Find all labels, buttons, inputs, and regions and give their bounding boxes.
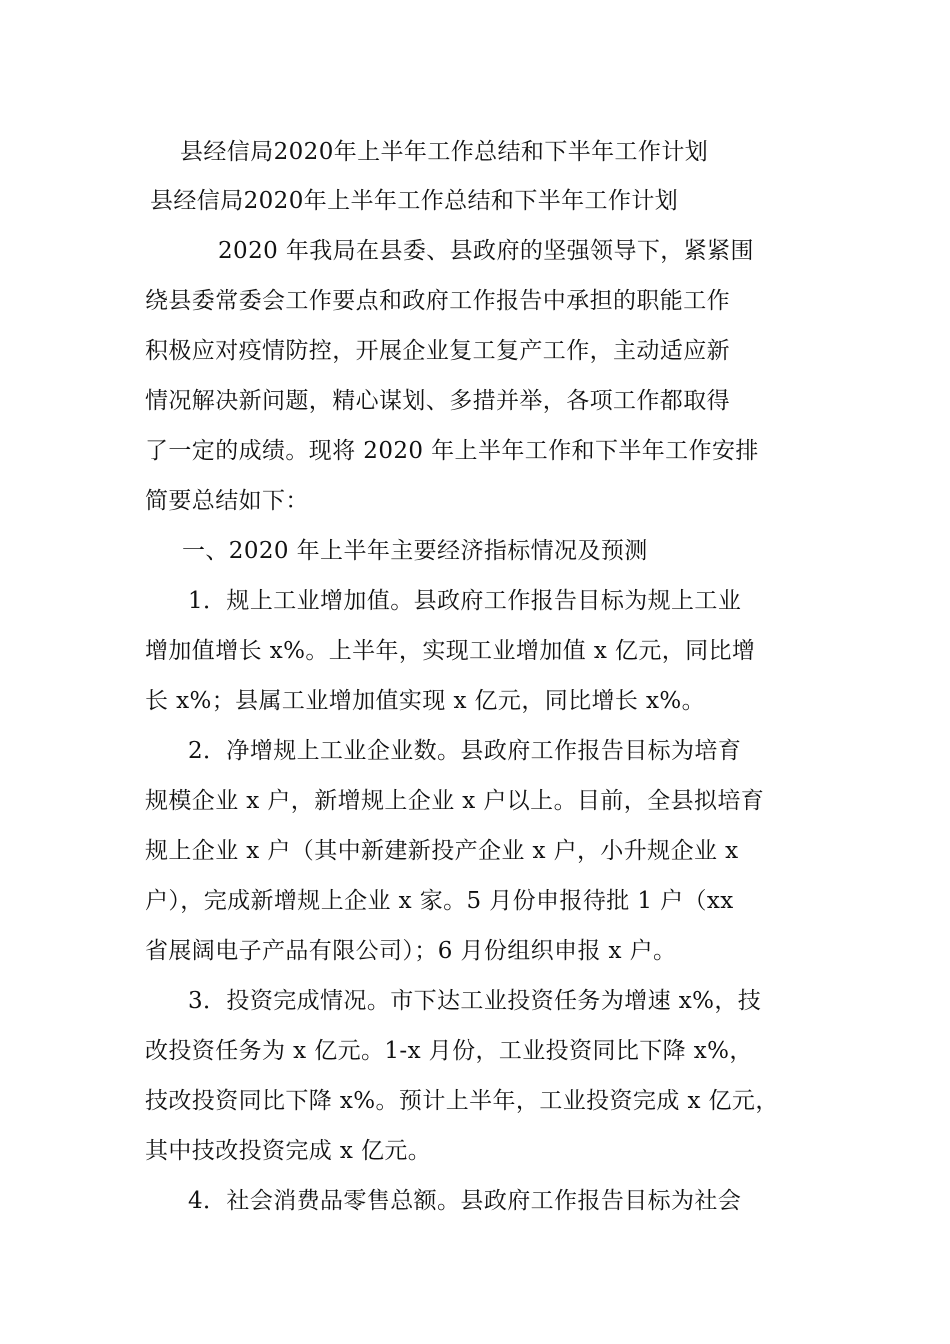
document-title: 县经信局2020年上半年工作总结和下半年工作计划 — [180, 139, 709, 165]
paragraph-line: 户），完成新增规上企业 x 家。5 月份申报待批 1 户（xx — [145, 888, 734, 914]
section-heading: 一、2020 年上半年主要经济指标情况及预测 — [182, 538, 648, 564]
paragraph-line: 改投资任务为 x 亿元。1-x 月份，工业投资同比下降 x%， — [145, 1038, 753, 1064]
paragraph-line: 其中技改投资完成 x 亿元。 — [145, 1138, 432, 1164]
paragraph-line: 简要总结如下： — [145, 488, 309, 514]
paragraph-line: 1．规上工业增加值。县政府工作报告目标为规上工业 — [188, 588, 742, 614]
paragraph-line: 了一定的成绩。现将 2020 年上半年工作和下半年工作安排 — [145, 438, 759, 464]
paragraph-line: 2020 年我局在县委、县政府的坚强领导下，紧紧围 — [218, 238, 754, 264]
paragraph-line: 增加值增长 x%。上半年，实现工业增加值 x 亿元，同比增 — [145, 638, 756, 664]
paragraph-line: 规上企业 x 户（其中新建新投产企业 x 户，小升规企业 x — [145, 838, 739, 864]
paragraph-line: 3．投资完成情况。市下达工业投资任务为增速 x%，技 — [188, 988, 762, 1014]
paragraph-line: 绕县委常委会工作要点和政府工作报告中承担的职能工作 — [145, 288, 730, 314]
document-subtitle: 县经信局2020年上半年工作总结和下半年工作计划 — [150, 188, 679, 214]
paragraph-line: 4．社会消费品零售总额。县政府工作报告目标为社会 — [188, 1188, 742, 1214]
paragraph-line: 情况解决新问题，精心谋划、多措并举，各项工作都取得 — [145, 388, 730, 414]
paragraph-line: 规模企业 x 户，新增规上企业 x 户以上。目前，全县拟培育 — [145, 788, 765, 814]
paragraph-line: 省展阔电子产品有限公司）；6 月份组织申报 x 户。 — [145, 938, 677, 964]
paragraph-line: 技改投资同比下降 x%。预计上半年，工业投资完成 x 亿元， — [145, 1088, 779, 1114]
paragraph-line: 2．净增规上工业企业数。县政府工作报告目标为培育 — [188, 738, 742, 764]
paragraph-line: 长 x%；县属工业增加值实现 x 亿元，同比增长 x%。 — [145, 688, 706, 714]
paragraph-line: 积极应对疫情防控，开展企业复工复产工作，主动适应新 — [145, 338, 730, 364]
